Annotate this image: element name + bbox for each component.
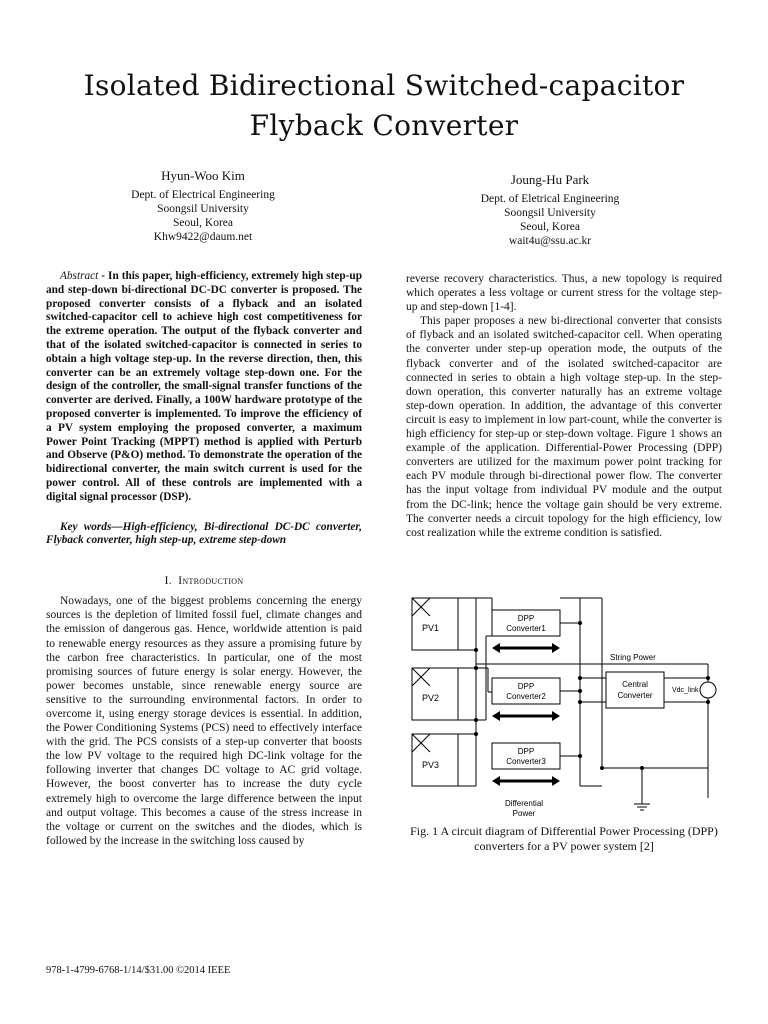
paper-title bbox=[40, 66, 728, 146]
author-name: Joung-Hu Park bbox=[510, 172, 590, 187]
intro-paragraph-1: Nowadays, one of the biggest problems concerning the energy sources is the depletion of limited fossil fuel, climate changes and the emission of dangerous gas. Hence, worldwide attention is paid to renewable energy resources as they assure a promising future by the carbon free characteristics. In particular, one of the most promising sources of future energy is solar energy. However, the power becomes unstable, since renewable energy source are sensitive to the surrounding environmental factors. In order to overcome it, using energy storage devices is essential. In addition, the Power Conditioning Systems (PCS) need to effectively interface with the grid. The PCS consists of a step-up converter that boosts the low PV voltage to the required high DC-link voltage for the following inverter that changes DC voltage to AC grid voltage. However, the boost converter has to increase the duty cycle extremely high to overcome the large difference between the input and output voltage. This becomes a cause of the stress increase in the voltage or current on the switches and the diodes, which is followed by the increase in the switching loss caused by bbox=[46, 595, 362, 847]
author-block-2 bbox=[420, 172, 680, 248]
section-number: I. bbox=[164, 575, 172, 588]
figure-caption: Fig. 1 A circuit diagram of Differential Power Processing (DPP) converters for a PV power system [2] bbox=[410, 824, 718, 853]
abstract-text: - In this paper, high-efficiency, extremely high step-up and step-down bi-directional DC-DC converter is proposed. The proposed converter consists of a flyback and an isolated switched-capacitor cell to achieve high cost competitiveness for the extreme operation. The output of the flyback converter and that of the isolated switched-capacitor is connected in series to obtain a high voltage step-up. In the reverse direction, then, this converter can be an extremely voltage step-down one. For the design of the controller, the small-signal transfer functions of the converter are derived. Finally, a 100W hardware prototype of the proposed converter is implemented. To improve the efficiency of a PV system employing the proposed converter, a maximum Power Point Tracking (MPPT) method is applied with Perturb and Observe (P&O) method. To demonstrate the operation of the bidirectional converter, the main switch current is used for the power control. All of these controls are implemented with a digital signal processor (DSP). bbox=[46, 270, 362, 503]
author-location: Seoul, Korea bbox=[519, 221, 581, 233]
author-university: Soongsil University bbox=[157, 203, 249, 215]
intro-paragraph-continued: reverse recovery characteristics. Thus, a new topology is required which operates a less voltage or current stress for the voltage step-up and step-down [1-4]. bbox=[406, 273, 722, 314]
differential-line2: Power bbox=[512, 809, 536, 818]
pv2-label: PV2 bbox=[422, 693, 440, 703]
left-column bbox=[46, 270, 362, 848]
dpp3-line1: DPP bbox=[517, 747, 535, 756]
author-dept: Dept. of Eletrical Engineering bbox=[480, 193, 620, 205]
title-line-1: Isolated Bidirectional Switched-capacitor bbox=[83, 69, 685, 102]
author-name: Hyun-Woo Kim bbox=[161, 168, 245, 183]
string-power-label: String Power bbox=[610, 653, 656, 662]
dpp2-line2: Converter2 bbox=[506, 692, 546, 701]
central-line1: Central bbox=[622, 680, 648, 689]
section-heading-introduction bbox=[46, 574, 362, 588]
pv1-label: PV1 bbox=[422, 623, 440, 633]
figure-1-circuit-diagram bbox=[408, 588, 726, 820]
copyright-footer: 978-1-4799-6768-1/14/$31.00 ©2014 IEEE bbox=[46, 965, 231, 976]
author-dept: Dept. of Electrical Engineering bbox=[131, 189, 275, 201]
section-title: Introduction bbox=[178, 575, 244, 588]
author-location: Seoul, Korea bbox=[172, 217, 234, 229]
right-column bbox=[406, 272, 722, 540]
dpp1-line1: DPP bbox=[517, 614, 535, 623]
abstract bbox=[46, 270, 362, 505]
author-email: wait4u@ssu.ac.kr bbox=[508, 235, 592, 247]
author-university: Soongsil University bbox=[504, 207, 596, 219]
central-converter-box bbox=[606, 672, 664, 708]
author-email: Khw9422@daum.net bbox=[153, 231, 253, 243]
abstract-label: Abstract bbox=[60, 270, 99, 282]
pv3-label: PV3 bbox=[422, 760, 440, 770]
intro-paragraph-2: This paper proposes a new bi-directional converter that consists of flyback and an isolated switched-capacitor cell. When operating the converter under step-up operation mode, the outputs of the flyback converter and of the isolated switched-capacitor are connected in series to obtain a high voltage step-up. In the step-down operation, this converter naturally has an extreme voltage step-down operation. In addition, the advantage of this converter circuit is easy to implement in low part-count, while the converter is high efficiency for step-up or step-down voltage. Figure 1 shows an example of the application. Differential-Power Processing (DPP) converters are utilized for the maximum power point tracking for each PV module through bi-directional power flow. The converter has the input voltage from individual PV module and the output from the DC-link; hence the voltage gain should be very extreme. The converter needs a circuit topology for the high efficiency, low cost realization while the extreme condition is satisfied. bbox=[406, 315, 722, 539]
dpp1-line2: Converter1 bbox=[506, 624, 546, 633]
keywords: Key words—High-efficiency, Bi-directional DC-DC converter, Flyback converter, high step-up, extreme step-down bbox=[46, 520, 362, 547]
dpp3-line2: Converter3 bbox=[506, 757, 546, 766]
differential-line1: Differential bbox=[504, 799, 544, 808]
title-line-2: Flyback Converter bbox=[249, 109, 519, 142]
central-line2: Converter bbox=[617, 691, 653, 700]
author-block-1 bbox=[73, 168, 333, 244]
dpp2-line1: DPP bbox=[517, 682, 535, 691]
vdc-link-label: Vdc_link bbox=[672, 687, 699, 694]
dc-link-source bbox=[700, 682, 716, 698]
